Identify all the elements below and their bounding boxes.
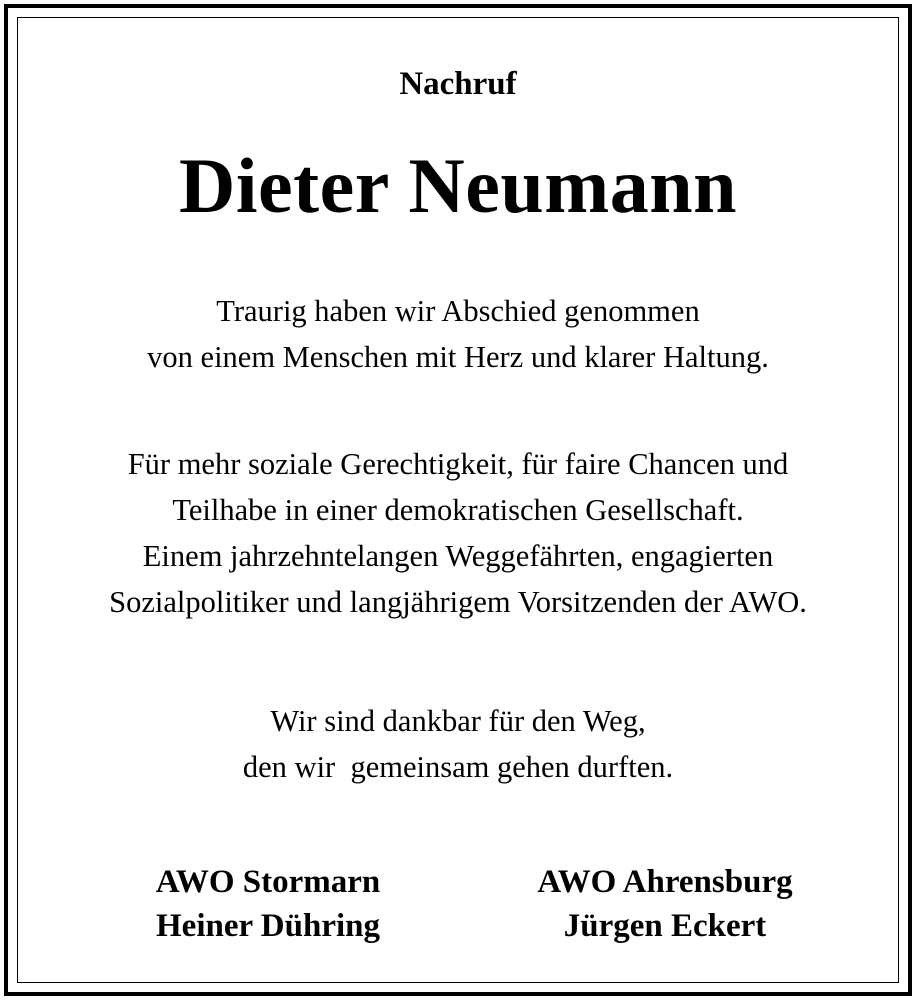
paragraph-gratitude — [0, 698, 916, 790]
signature-left — [118, 860, 418, 948]
text-line: Für mehr soziale Gerechtigkeit, für faire Chancen und — [127, 447, 789, 481]
text-line: Traurig haben wir Abschied genommen — [216, 294, 700, 328]
paragraph-farewell — [0, 288, 916, 380]
text-line: Wir sind dankbar für den Weg, — [270, 704, 646, 738]
signature-person: Heiner Dühring — [156, 908, 380, 944]
text-line: den wir gemeinsam gehen durften. — [242, 750, 674, 784]
signature-right — [505, 860, 825, 948]
text-line: Einem jahrzehntelangen Weggefährten, engagierten — [142, 539, 774, 573]
notice-header: Nachruf — [399, 66, 517, 102]
text-line: Teilhabe in einer demokratischen Gesellschaft. — [172, 493, 744, 527]
text-line: Sozialpolitiker und langjährigem Vorsitzenden der AWO. — [109, 585, 807, 619]
signature-organization: AWO Stormarn — [155, 864, 381, 900]
text-line: von einem Menschen mit Herz und klarer Haltung. — [147, 340, 769, 374]
signature-person: Jürgen Eckert — [563, 908, 767, 944]
paragraph-tribute — [0, 441, 916, 625]
signature-organization: AWO Ahrensburg — [537, 864, 793, 900]
deceased-name: Dieter Neumann — [179, 142, 737, 229]
